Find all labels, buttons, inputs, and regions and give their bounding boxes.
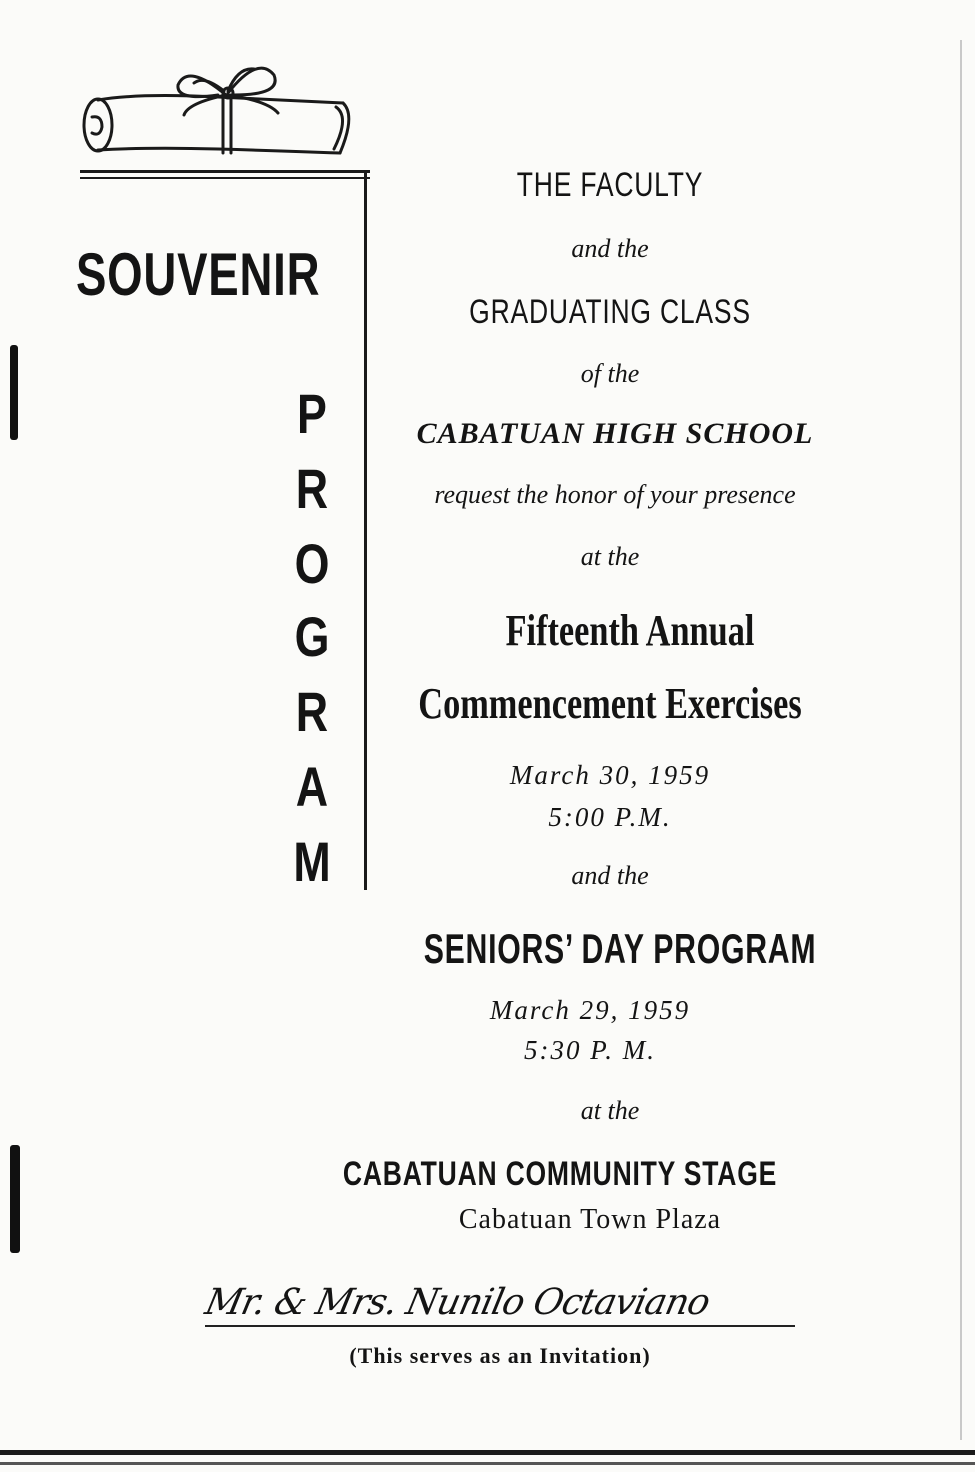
program-letter-a: A [295,755,329,818]
event1-title-line2: Commencement Exercises [418,679,802,728]
event1-title-line1: Fifteenth Annual [505,606,755,655]
event2-title: SENIORS’ DAY PROGRAM [423,925,817,972]
and-the-line-1: and the [571,234,649,263]
invitation-note: (This serves as an Invitation) [349,1343,651,1368]
at-the-line-2: at the [580,1096,640,1125]
of-the-line: of the [580,359,640,388]
event2-time: 5:30 P. M. [524,1035,656,1065]
binding-mark-top [10,345,18,440]
program-letter-m: M [293,830,331,893]
bottom-border-thin [0,1462,975,1465]
request-line: request the honor of your presence [434,480,796,509]
event1-date: March 30, 1959 [509,760,711,790]
signature-line [205,1325,795,1327]
program-letter-r2: R [295,680,329,743]
event1-time: 5:00 P.M. [548,802,672,832]
page-edge-shadow [960,40,962,1440]
at-the-line-1: at the [580,542,640,571]
diploma-scroll-icon [78,55,363,167]
vertical-rule [364,172,367,890]
top-rule-thin [80,177,370,179]
binding-mark-bottom [10,1145,20,1253]
venue-subtitle: Cabatuan Town Plaza [458,1204,722,1235]
souvenir-heading: SOUVENIR [76,241,321,308]
program-letter-o: O [294,532,330,595]
venue-name: CABATUAN COMMUNITY STAGE [342,1155,778,1193]
handwritten-signature: Mr. & Mrs. Nunilo Octaviano [201,1282,714,1323]
and-the-line-2: and the [571,861,649,890]
program-letter-g: G [294,605,330,668]
school-name: CABATUAN HIGH SCHOOL [416,417,814,450]
program-letter-p: P [297,382,327,445]
top-rule [80,170,370,173]
bottom-border [0,1450,975,1455]
graduating-class-line: GRADUATING CLASS [469,293,751,331]
event2-date: March 29, 1959 [489,995,691,1025]
program-letter-r: R [295,457,329,520]
faculty-line: THE FACULTY [516,166,704,204]
